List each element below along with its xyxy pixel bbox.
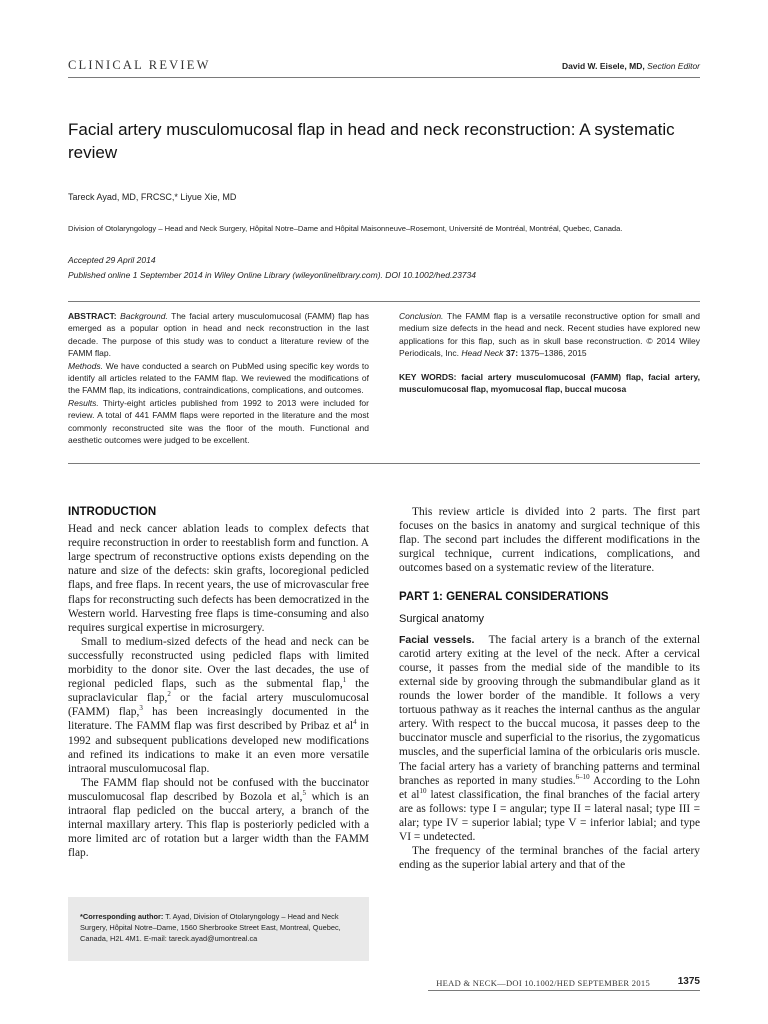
ref-3: 3 [139, 704, 143, 713]
correspondence-details: T. Ayad, Division of Otolaryngology – Head and Neck Surgery, Hôpital Notre–Dame, 1560 Sherbrooke Street East, Montreal, Quebec, Canada, H2L 4M1. E-mail: tareck.ayad@umontreal.ca [80, 912, 341, 943]
vessels-text-a: The facial artery is a branch of the external carotid artery exiting at the level of the neck. After a cervical course, it passes from the medial side of the mandible to its external side by grooving through the submandibular gland as it rounds the lower border of the mandible. It follows a very tortuous pathway as it reaches the internal canthus as the angular artery. With respect to the buccal mucosa, it passes deep to the buccinator muscle and superficial to the risorius, the zygomaticus muscles, and the superficial lamina of the orbicularis oris muscle. The facial artery has a variety of branching patterns and terminal branches as reported in many studies. [399, 633, 700, 787]
intro-paragraph-1: Head and neck cancer ablation leads to complex defects that require reconstruction in order to reestablish form and function. A large spectrum of reconstructive options exists depending on the nature and size of the defects: skin grafts, locoregional pedicled flaps, and free flaps. In recent years, the use of microvascular free flaps for reconstructing such defects has been democratized in the Western world. Harvesting free flaps is time-consuming and also requires surgical expertise in microsurgery. [68, 523, 369, 634]
editor-name: David W. Eisele, MD, [562, 61, 645, 71]
surgical-anatomy-heading: Surgical anatomy [399, 612, 484, 625]
accepted-date: Accepted 29 April 2014 [68, 255, 156, 265]
vessels-paragraph-2: The frequency of the terminal branches of the facial artery ending as the superior labial artery and that of the [399, 845, 700, 872]
conclusion-label: Conclusion. [399, 311, 444, 321]
article-dates [68, 253, 708, 283]
vessels-text-b: According to the Lohn et al [399, 774, 700, 801]
intro-p2-text-b: the supraclavicular flap, [68, 678, 369, 705]
background-label: Background. [120, 311, 168, 321]
footer-rule [428, 990, 700, 991]
citation-journal: Head Neck [461, 348, 504, 359]
section-editor [562, 61, 700, 71]
facial-vessels-label: Facial vessels. [399, 633, 475, 646]
abstract-label: ABSTRACT: [68, 311, 117, 321]
editor-role: Section Editor [647, 61, 700, 71]
running-footer [420, 976, 700, 990]
ref-5: 5 [302, 789, 306, 798]
header-rule [68, 77, 700, 78]
running-header [68, 58, 700, 78]
intro-p2-text-e: in 1992 and subsequent publications developed new modifications and refined its indications to make it an even more versatile intraoral musculomucosal flap. [68, 720, 369, 775]
part1-heading: PART 1: GENERAL CONSIDERATIONS [399, 591, 609, 604]
vessels-text-c: latest classification, the final branches of the facial artery are as follows: type I = angular; type II = lateral nasal; type III = alar; type IV = superior labial; type V = inferior labial; and type VI = undetected. [399, 788, 700, 843]
intro-paragraph-2 [68, 635, 369, 776]
intro-paragraph-3 [68, 776, 369, 861]
body-right-column [399, 505, 700, 872]
ref-6-10: 6–10 [575, 772, 590, 781]
section-label: CLINICAL REVIEW [68, 58, 211, 72]
correspondence-text [80, 911, 362, 944]
conclusion-text: The FAMM flap is a versatile reconstructive option for small and medium size defects in the head and neck. Recent studies have explored new applications for this flap, such as in skull base reconstruction. © 2014 Wiley Periodicals, Inc. [399, 311, 700, 359]
introduction-heading: INTRODUCTION [68, 506, 157, 518]
abstract-rule-bottom [68, 463, 700, 464]
article-authors: Tareck Ayad, MD, FRCSC,* Liyue Xie, MD [68, 192, 237, 202]
abstract-left-column [68, 310, 369, 446]
page-number: 1375 [677, 976, 700, 987]
abstract-background [68, 310, 369, 360]
abstract-rule-top [68, 301, 700, 302]
methods-label: Methods. [68, 360, 103, 371]
background-text: The facial artery musculomucosal (FAMM) flap has emerged as a popular option in head and neck reconstruction in the last decade. The purpose of this study was to conduct a literature review of the FAMM flap. [68, 311, 369, 359]
results-text: Thirty-eight articles published from 1992 to 2013 were included for review. A total of 441 FAMM flaps were reported in the literature and the most commonly reconstructed site was the floor of the mouth. Functional and aesthetic outcomes were judged to be excellent. [68, 397, 369, 446]
footer-journal: HEAD & NECK—DOI 10.1002/HED SEPTEMBER 2015 [436, 978, 650, 988]
citation-pages: 1375–1386, 2015 [520, 348, 587, 359]
correspondence-box [68, 897, 369, 961]
abstract-results [68, 397, 369, 447]
citation-volume: 37: [505, 348, 519, 359]
correspondence-label: *Corresponding author: [80, 912, 164, 921]
abstract-right-column [399, 310, 700, 395]
ref-1: 1 [342, 676, 347, 685]
intro-p2-text-c: or the facial artery musculomucosal (FAMM) flap, [68, 692, 369, 719]
body-left-column [68, 505, 369, 860]
intro-paragraph-4: This review article is divided into 2 parts. The first part focuses on the basics in anatomy and surgical technique of this flap. The second part includes the different modifications in the surgical technique, current indications, complications, and outcomes based on a systematic review of the literature. [399, 506, 700, 575]
published-info: Published online 1 September 2014 in Wiley Online Library (wileyonlinelibrary.com). DOI 10.1002/hed.23734 [68, 270, 476, 280]
abstract-conclusion [399, 310, 700, 360]
ref-2: 2 [167, 690, 171, 699]
article-affiliation: Division of Otolaryngology – Head and Neck Surgery, Hôpital Notre–Dame and Hôpital Maisonneuve–Rosemont, Université de Montréal, Montréal, Quebec, Canada. [68, 224, 623, 233]
keywords: KEY WORDS: facial artery musculomucosal (FAMM) flap, facial artery, musculomucosal flap, myomucosal flap, buccal mucosa [399, 371, 700, 395]
methods-text: We have conducted a search on PubMed using specific key words to identify all articles related to the FAMM flap. We reviewed the modifications of the FAMM flap, its indications, contraindications, complications, and outcomes. [68, 360, 369, 396]
abstract-methods [68, 360, 369, 397]
intro-p2-text-a: Small to medium-sized defects of the head and neck can be successfully reconstructed using pedicled flaps with limited morbidity to the donor site. Over the last decades, the use of regional pedicled flaps, such as the submental flap, [68, 635, 369, 691]
intro-p2-text-d: has been increasingly documented in the literature. The FAMM flap was first described by Pribaz et al [68, 706, 369, 733]
ref-4: 4 [353, 718, 357, 727]
article-title: Facial artery musculomucosal flap in head and neck reconstruction: A systematic review [68, 120, 675, 162]
facial-vessels-paragraph [399, 633, 700, 844]
ref-10: 10 [419, 786, 427, 795]
intro-p3-text-a: The FAMM flap should not be confused with the buccinator musculomucosal flap described by Bozola et al, [68, 776, 369, 803]
intro-p3-text-b: which is an intraoral flap pedicled on the buccal artery, a branch of the internal maxillary artery. This flap is posteriorly pedicled with a more limited arc of rotation but a larger width than the FAMM flap. [68, 790, 369, 860]
results-label: Results. [68, 397, 99, 408]
